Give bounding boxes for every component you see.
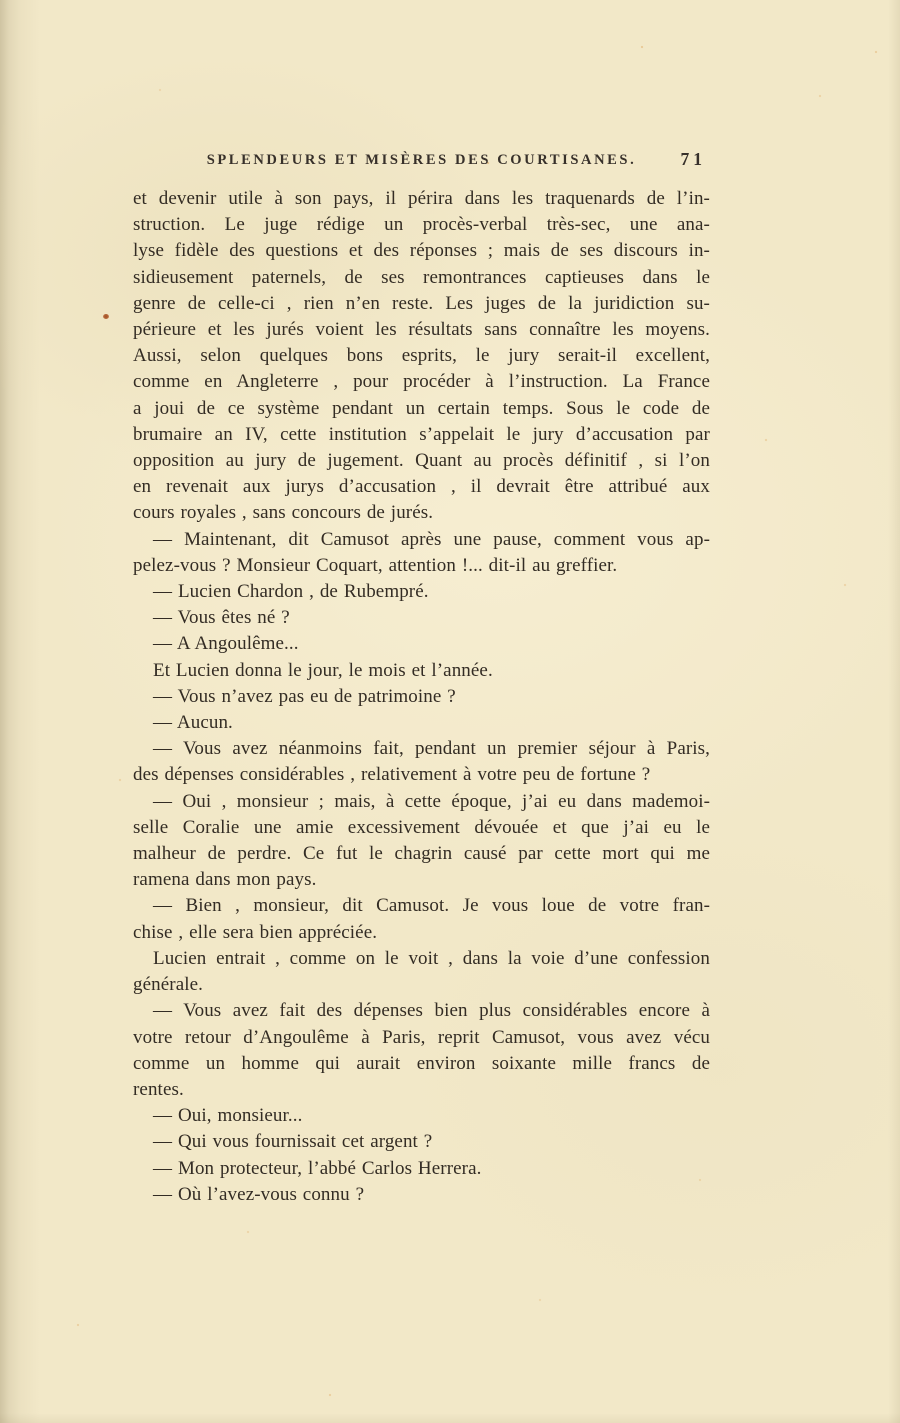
text-line: — Lucien Chardon , de Rubempré. (153, 581, 429, 603)
text-line: Et Lucien donna le jour, le mois et l’année. (153, 659, 493, 681)
page-header (133, 149, 710, 178)
text-line: opposition au jury de jugement. Quant au procès définitif , si l’on (133, 450, 710, 472)
text-line: — Vous êtes né ? (153, 607, 290, 629)
body-text (133, 186, 710, 1208)
running-title: SPLENDEURS ET MISÈRES DES COURTISANES. (206, 152, 637, 168)
text-line: — Bien , monsieur, dit Camusot. Je vous loue de votre fran- (153, 895, 710, 917)
text-line: selle Coralie une amie excessivement dévouée et que j’ai eu le (133, 816, 710, 838)
text-line: brumaire an IV, cette institution s’appelait le jury d’accusation par (133, 423, 710, 445)
text-line: — Qui vous fournissait cet argent ? (153, 1131, 433, 1153)
text-line: lyse fidèle des questions et des réponses ; mais de ses discours in- (133, 240, 710, 262)
text-line: — Vous avez fait des dépenses bien plus considérables encore à (153, 1000, 710, 1022)
text-line: — Mon protecteur, l’abbé Carlos Herrera. (153, 1157, 482, 1179)
text-line: malheur de perdre. Ce fut le chagrin causé par cette mort qui me (133, 843, 710, 865)
text-line: Aussi, selon quelques bons esprits, le jury serait-il excellent, (133, 345, 710, 367)
text-line: — Maintenant, dit Camusot après une pause, comment vous ap- (153, 528, 710, 550)
text-line: — Vous n’avez pas eu de patrimoine ? (153, 685, 456, 707)
text-line: chise , elle sera bien appréciée. (133, 921, 378, 943)
text-line: générale. (133, 974, 203, 996)
text-line: sidieusement paternels, de ses remontrances captieuses dans le (133, 266, 710, 288)
text-line: en revenait aux jurys d’accusation , il devrait être attribué aux (133, 476, 710, 498)
text-line: pelez-vous ? Monsieur Coquart, attention !... dit-il au greffier. (133, 554, 618, 576)
text-line: périeure et les jurés voient les résultats sans connaître les moyens. (133, 319, 710, 341)
text-line: comme en Angleterre , pour procéder à l’instruction. La France (133, 371, 710, 393)
text-line: comme un homme qui aurait environ soixante mille francs de (133, 1052, 710, 1074)
text-line: Lucien entrait , comme on le voit , dans la voie d’une confession (153, 947, 710, 969)
text-line: — Oui, monsieur... (153, 1105, 303, 1127)
text-line: — Aucun. (153, 712, 233, 734)
text-line: — Où l’avez-vous connu ? (153, 1183, 365, 1205)
text-line: genre de celle-ci , rien n’en reste. Les juges de la juridiction su- (133, 292, 710, 314)
page-number: 71 (680, 149, 706, 169)
text-line: — A Angoulême... (153, 633, 299, 655)
foxing-mark (103, 314, 109, 319)
text-line: ramena dans mon pays. (133, 869, 317, 891)
text-line: a joui de ce système pendant un certain temps. Sous le code de (133, 397, 710, 419)
text-line: votre retour d’Angoulême à Paris, reprit Camusot, vous avez vécu (133, 1026, 710, 1048)
text-line: cours royales , sans concours de jurés. (133, 502, 434, 524)
text-line: rentes. (133, 1078, 184, 1100)
text-line: — Vous avez néanmoins fait, pendant un premier séjour à Paris, (153, 738, 710, 760)
text-line: — Oui , monsieur ; mais, à cette époque, j’ai eu dans mademoi- (153, 790, 710, 812)
text-line: et devenir utile à son pays, il périra dans les traquenards de l’in- (133, 188, 710, 209)
text-line: des dépenses considérables , relativement à votre peu de fortune ? (133, 764, 651, 786)
text-line: struction. Le juge rédige un procès-verbal très-sec, une ana- (133, 214, 710, 236)
